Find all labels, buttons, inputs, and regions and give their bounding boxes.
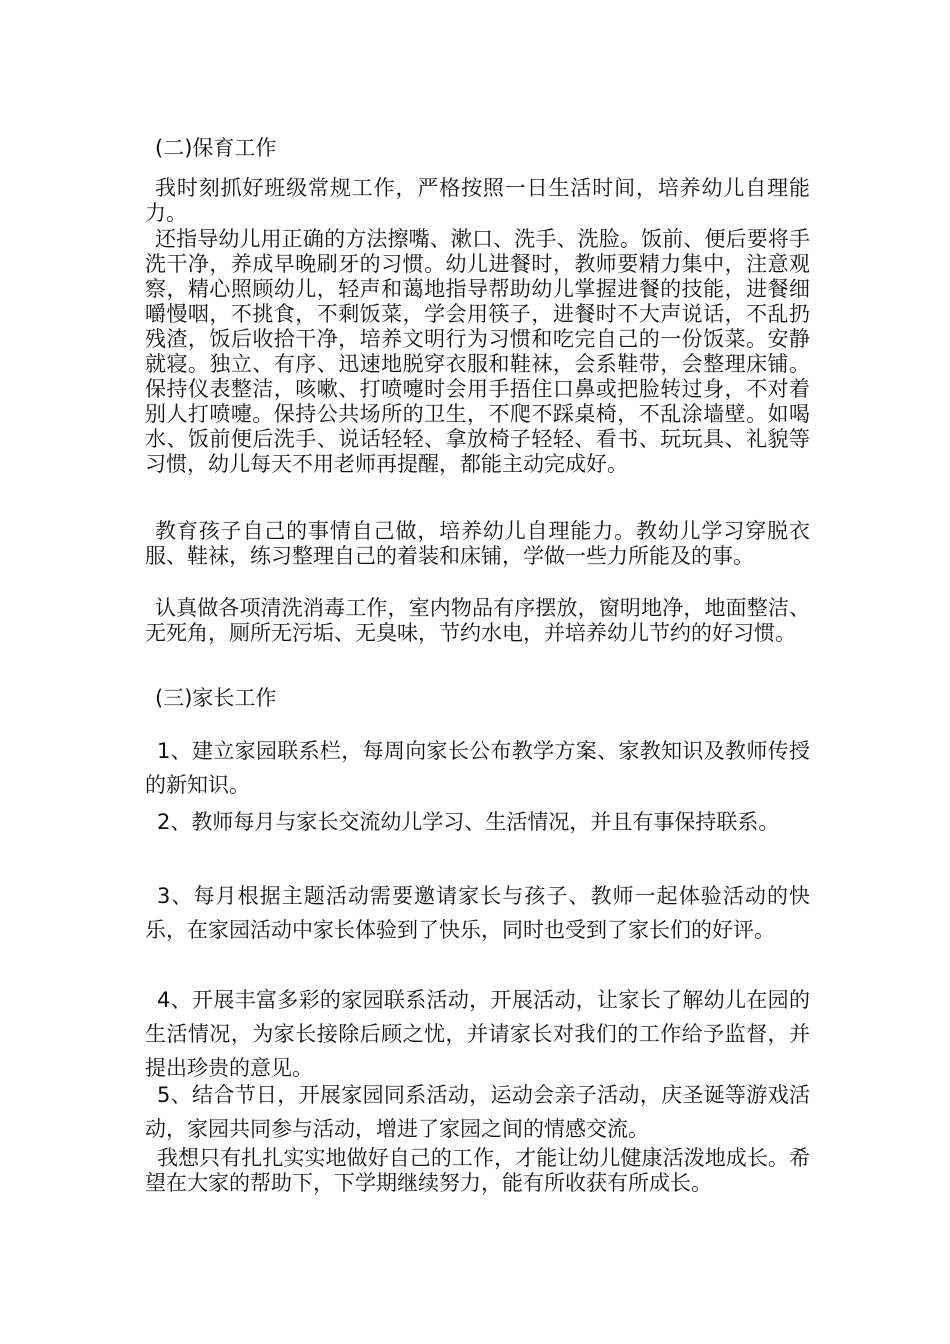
parents-item-2: 2、教师每月与家长交流幼儿学习、生活情况，并且有事保持联系。 [157, 810, 780, 834]
childcare-paragraph-1: 我时刻抓好班级常规工作，严格按照一日生活时间，培养幼儿自理能力。 [145, 176, 810, 225]
parents-item-5: 5、结合节日，开展家园同系活动，运动会亲子活动，庆圣诞等游戏活动，家园共同参与活动，增进了家园之间的情感交流。 [145, 1083, 810, 1141]
childcare-paragraph-3: 教育孩子自己的事情自己做，培养幼儿自理能力。教幼儿学习穿脱衣服、鞋袜，练习整理自己的着装和床铺，学做一些力所能及的事。 [145, 519, 810, 568]
section-heading-childcare: (二)保育工作 [155, 136, 277, 160]
parents-item-4: 4、开展丰富多彩的家园联系活动，开展活动，让家长了解幼儿在园的生活情况，为家长接除后顾之忧，并请家长对我们的工作给予监督，并提出珍贵的意见。 [145, 988, 810, 1080]
parents-item-3: 3、每月根据主题活动需要邀请家长与孩子、教师一起体验活动的快乐，在家园活动中家长体验到了快乐，同时也受到了家长们的好评。 [145, 884, 810, 942]
childcare-paragraph-4: 认真做各项清洗消毒工作，室内物品有序摆放，窗明地净，地面整洁、无死角，厕所无污垢、无臭味，节约水电，并培养幼儿节约的好习惯。 [145, 596, 810, 645]
closing-paragraph: 我想只有扎扎实实地做好自己的工作，才能让幼儿健康活泼地成长。希望在大家的帮助下，下学期继续努力，能有所收获有所成长。 [145, 1146, 810, 1195]
section-heading-parents: (三)家长工作 [155, 686, 277, 710]
parents-item-1: 1、建立家园联系栏，每周向家长公布教学方案、家教知识及教师传授的新知识。 [145, 739, 810, 797]
childcare-paragraph-2: 还指导幼儿用正确的方法擦嘴、漱口、洗手、洗脸。饭前、便后要将手洗干净，养成早晚刷牙的习惯。幼儿进餐时，教师要精力集中，注意观察，精心照顾幼儿，轻声和蔼地指导帮助幼儿掌握进餐的技能，进餐细嚼慢咽，不挑食，不剩饭菜，学会用筷子，进餐时不大声说话，不乱扔残渣，饭后收拾干净，培养文明行为习惯和吃完自己的一份饭菜。安静就寝。独立、有序、迅速地脱穿衣服和鞋袜，会系鞋带，会整理床铺。保持仪表整洁，咳嗽、打喷嚏时会用手捂住口鼻或把脸转过身，不对着别人打喷嚏。保持公共场所的卫生，不爬不踩桌椅，不乱涂墙壁。如喝水、饭前便后洗手、说话轻轻、拿放椅子轻轻、看书、玩玩具、礼貌等习惯，幼儿每天不用老师再提醒，都能主动完成好。 [145, 227, 810, 476]
